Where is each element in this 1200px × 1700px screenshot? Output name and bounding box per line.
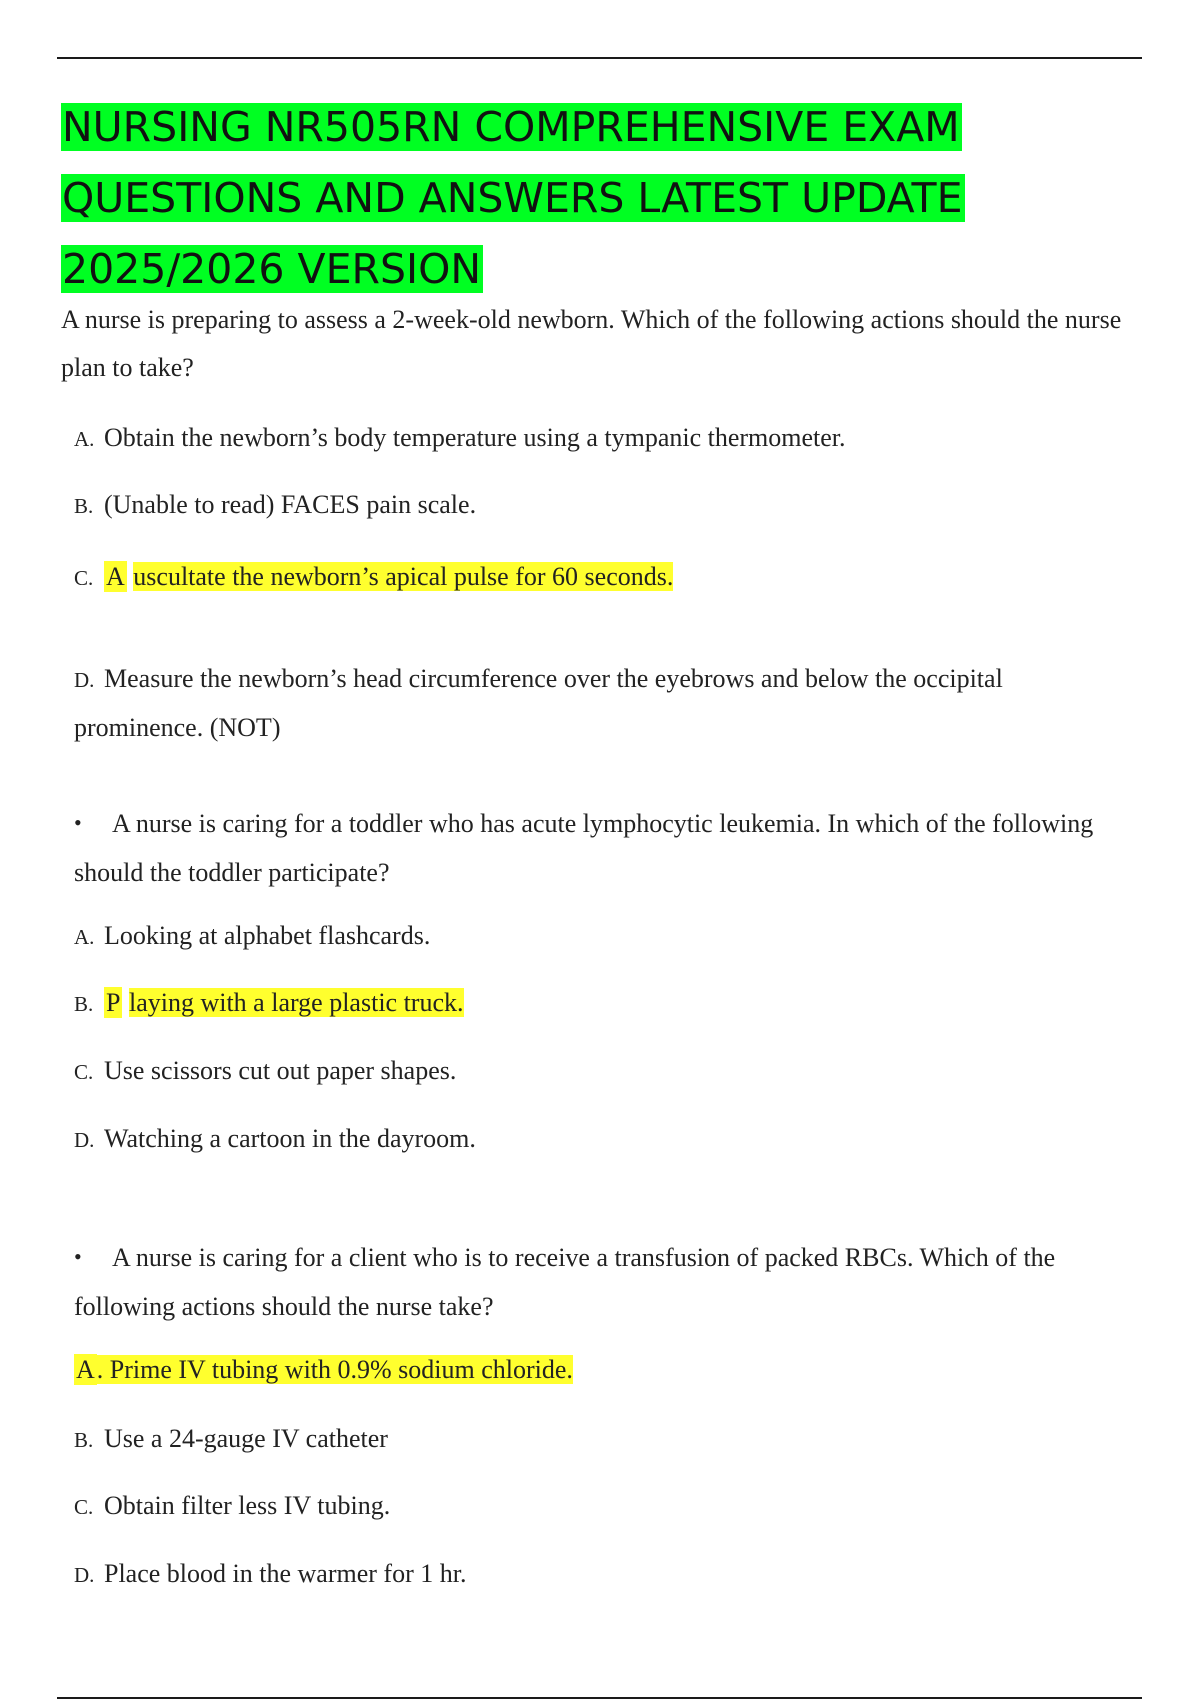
title-line-3: 2025/2026 VERSION	[62, 245, 482, 293]
q2-option-c	[74, 1051, 456, 1092]
q3-option-d	[74, 1554, 466, 1595]
option-letter: D.	[74, 1128, 95, 1152]
option-text: (Unable to read) FACES pain scale.	[104, 490, 477, 519]
question-1-stem: A nurse is preparing to assess a 2-week-old newborn. Which of the following actions should the nurse plan to take?	[61, 305, 1122, 382]
option-letter: B.	[74, 494, 94, 518]
q3-option-b	[74, 1419, 388, 1460]
question-2-stem-text: A nurse is caring for a toddler who has acute lymphocytic leukemia. In which of the following should the toddler participate?	[74, 809, 1094, 887]
option-text: Obtain filter less IV tubing.	[104, 1491, 391, 1520]
highlighted-answer-text: laying with a large plastic truck.	[128, 988, 464, 1017]
q3-option-c	[74, 1486, 390, 1527]
option-text: Measure the newborn’s head circumference over the eyebrows and below the occipital prominence. (NOT)	[74, 664, 1003, 742]
bullet-icon: •	[74, 1244, 82, 1269]
option-text: Watching a cartoon in the dayroom.	[104, 1124, 476, 1153]
highlighted-first-letter: A	[76, 1355, 95, 1384]
q1-option-a	[74, 418, 846, 459]
option-letter: B.	[74, 992, 94, 1016]
option-text: Use scissors cut out paper shapes.	[104, 1056, 457, 1085]
document-title	[61, 92, 1121, 305]
option-letter: D.	[74, 1563, 95, 1587]
option-text: Use a 24-gauge IV catheter	[104, 1424, 388, 1453]
option-letter: C.	[74, 1060, 94, 1084]
bullet-icon: •	[74, 810, 82, 835]
q1-option-c-correct	[74, 557, 673, 598]
title-line-1: NURSING NR505RN COMPREHENSIVE EXAM	[62, 103, 960, 151]
highlighted-answer-text: uscultate the newborn’s apical pulse for 60 seconds.	[133, 562, 674, 591]
option-text: Place blood in the warmer for 1 hr.	[104, 1559, 467, 1588]
option-letter: A.	[74, 925, 95, 949]
option-text: Looking at alphabet flashcards.	[104, 921, 431, 950]
q1-option-d	[74, 655, 1114, 752]
q2-option-b-correct	[74, 983, 464, 1024]
top-rule	[57, 57, 1142, 59]
title-line-2: QUESTIONS AND ANSWERS LATEST UPDATE	[62, 174, 963, 222]
highlighted-first-letter: P	[106, 988, 121, 1017]
q2-option-a	[74, 916, 430, 957]
highlighted-first-letter: A	[106, 562, 125, 591]
highlighted-answer-text: . Prime IV tubing with 0.9% sodium chloride.	[96, 1355, 573, 1384]
question-2-stem	[74, 800, 1094, 897]
bottom-rule	[57, 1697, 1142, 1699]
option-letter: B.	[74, 1428, 94, 1452]
option-text: Obtain the newborn’s body temperature using a tympanic thermometer.	[104, 423, 846, 452]
q3-option-a-correct	[74, 1350, 573, 1390]
option-letter: A.	[74, 427, 95, 451]
option-letter: C.	[74, 1495, 94, 1519]
option-letter: C.	[74, 566, 94, 590]
question-3-stem-text: A nurse is caring for a client who is to receive a transfusion of packed RBCs. Which of the following actions should the nurse take?	[74, 1243, 1056, 1321]
question-3-stem	[74, 1234, 1094, 1331]
option-letter: D.	[74, 668, 95, 692]
q1-option-b	[74, 485, 476, 526]
q2-option-d	[74, 1119, 476, 1160]
